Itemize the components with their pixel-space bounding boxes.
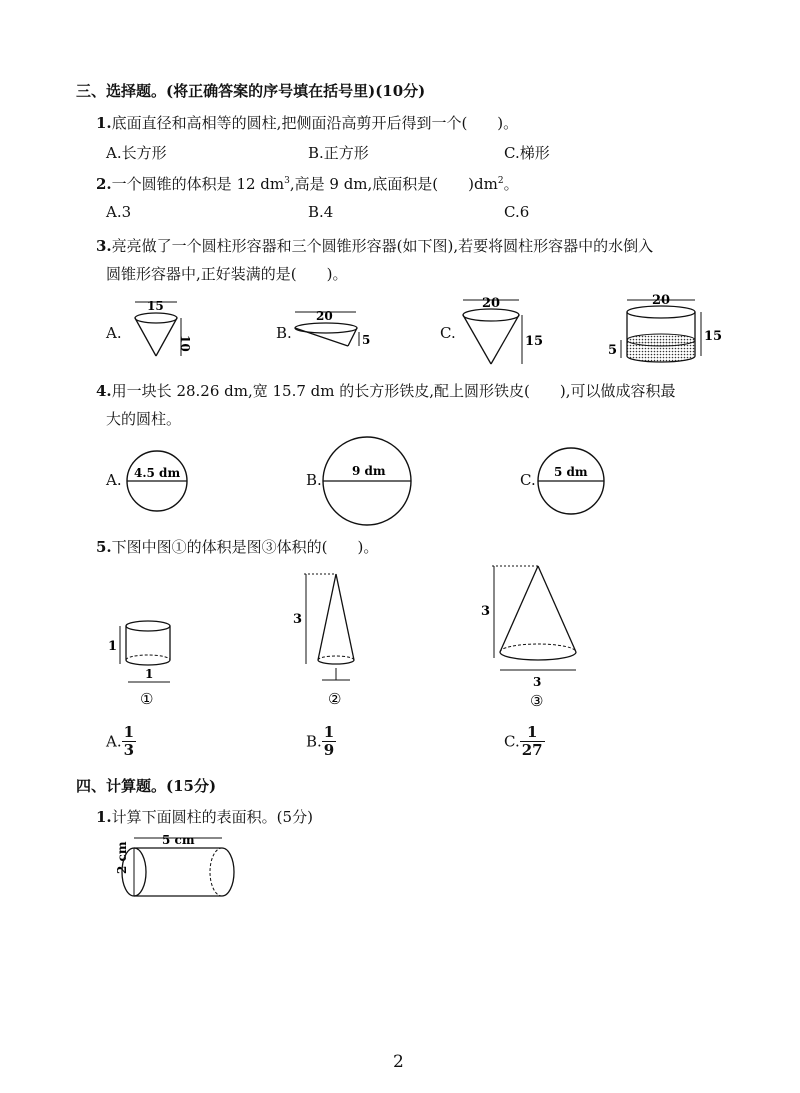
q5-figure-1-cylinder — [104, 618, 184, 710]
fig3-width-label: 3 — [533, 675, 542, 689]
fig3-side-left — [500, 566, 538, 652]
question-1 — [96, 112, 518, 133]
calc-question-1-text: 计算下面圆柱的表面积。(5分) — [111, 808, 313, 826]
question-2 — [96, 173, 519, 194]
q2-option-a: A.3 — [106, 203, 132, 221]
q5-figure-3-cone — [478, 560, 590, 710]
cone-b-height-label: 5 — [362, 333, 371, 347]
q2-option-c: C.6 — [504, 203, 530, 221]
cone-a-top-label: 15 — [147, 299, 164, 313]
page-number: 2 — [393, 1052, 404, 1072]
calc-cylinder-figure — [104, 832, 244, 902]
question-1-number: 1. — [96, 114, 112, 132]
q5-option-c-label: C. — [504, 732, 520, 751]
q4-circle-c — [536, 446, 608, 518]
q4-circle-a — [124, 450, 194, 514]
cylinder-water-surface — [627, 334, 695, 346]
question-5 — [96, 536, 378, 557]
fig3-marker: ③ — [530, 692, 544, 710]
q4-circle-b — [322, 436, 414, 528]
question-3-line-1 — [96, 235, 653, 256]
q5-option-c-denominator: 27 — [521, 741, 543, 759]
cone-c-top-label: 20 — [482, 296, 501, 311]
q4-option-b-label: B. — [306, 471, 322, 489]
cone-a-side-right — [156, 318, 177, 356]
fig1-bottom-back — [126, 655, 170, 660]
q3-cone-b-figure — [290, 308, 380, 353]
fig1-marker: ① — [140, 690, 154, 708]
fig2-marker: ② — [328, 690, 342, 708]
fig2-side-left — [318, 574, 336, 660]
fig2-base-back — [318, 656, 354, 660]
question-3-number: 3. — [96, 237, 112, 255]
question-3-text-1: 亮亮做了一个圆柱形容器和三个圆锥形容器(如下图),若要将圆柱形容器中的水倒入 — [111, 237, 654, 255]
q5-option-c-fraction — [520, 724, 545, 759]
fig3-side-right — [538, 566, 576, 652]
cone-c-side-left — [463, 315, 491, 364]
q5-option-a-denominator: 3 — [123, 741, 135, 759]
question-2-sup-a: 3 — [284, 176, 290, 186]
question-5-number: 5. — [96, 538, 112, 556]
q2-option-b: B.4 — [308, 203, 334, 221]
q5-option-b — [306, 724, 336, 759]
fig3-height-label: 3 — [481, 604, 491, 619]
q3-cone-a-figure — [125, 298, 205, 368]
question-5-text: 下图中图①的体积是图③体积的( )。 — [111, 538, 379, 556]
calc-question-1-number: 1. — [96, 808, 112, 826]
fig2-base-front — [318, 660, 354, 664]
calc-diameter-label: 2 cm — [115, 841, 129, 874]
q5-option-b-fraction — [322, 724, 336, 759]
cone-b-top-label: 20 — [316, 309, 333, 323]
q4-option-c-label: C. — [520, 471, 536, 489]
question-2-sup-b: 2 — [497, 176, 504, 186]
cone-a-height-label: 10 — [178, 335, 192, 352]
q3-option-c-label: C. — [440, 324, 456, 342]
calc-cylinder-right-back — [210, 848, 222, 896]
question-4-text-1: 用一块长 28.26 dm,宽 15.7 dm 的长方形铁皮,配上圆形铁皮( ),可以做成容积最 — [111, 382, 676, 400]
calc-cylinder-right-front — [222, 848, 234, 896]
q5-option-b-label: B. — [306, 732, 322, 751]
calc-length-label: 5 cm — [162, 833, 195, 847]
circle-b-size: 9 dm — [352, 464, 386, 478]
q1-option-a: A.长方形 — [106, 144, 167, 162]
question-2-text-c: 。 — [503, 175, 519, 193]
q5-option-c — [504, 724, 545, 759]
question-2-text-b: ,高是 9 dm,底面积是( )dm — [289, 175, 498, 193]
fig1-height-label: 1 — [108, 639, 118, 654]
question-2-text-a: 一个圆锥的体积是 12 dm — [111, 175, 285, 193]
question-3-line-2: 圆锥形容器中,正好装满的是( )。 — [106, 265, 348, 283]
q3-option-b-label: B. — [276, 324, 292, 342]
q1-option-b: B.正方形 — [308, 144, 369, 162]
q5-option-a-fraction — [122, 724, 136, 759]
calc-question-1 — [96, 806, 313, 827]
q5-option-a-label: A. — [106, 732, 122, 751]
fig1-bottom-front — [126, 660, 170, 665]
q5-option-c-numerator: 1 — [520, 724, 545, 742]
q5-option-a-numerator: 1 — [123, 723, 135, 741]
question-4-line-1 — [96, 380, 676, 401]
question-4-line-2: 大的圆柱。 — [106, 410, 182, 428]
cone-a-base — [135, 313, 177, 323]
cylinder-bottom-ellipse — [627, 356, 695, 362]
cone-b-side-left — [295, 328, 348, 346]
q1-option-c: C.梯形 — [504, 144, 550, 162]
circle-c-size: 5 dm — [554, 465, 588, 479]
fig3-base-back — [500, 644, 576, 652]
cylinder-top-label: 20 — [652, 293, 671, 308]
cone-c-side-right — [491, 315, 519, 364]
cone-c-height-label: 15 — [525, 334, 544, 349]
cylinder-water-height-label: 5 — [608, 343, 618, 358]
section-3-title: 三、选择题。(将正确答案的序号填在括号里)(10分) — [76, 82, 426, 100]
section-4-title: 四、计算题。(15分) — [76, 777, 217, 795]
cylinder-height-label: 15 — [704, 329, 723, 344]
circle-a-size: 4.5 dm — [134, 466, 181, 480]
fig2-height-label: 3 — [293, 612, 303, 627]
q3-cylinder-figure — [605, 290, 723, 370]
question-1-text: 底面直径和高相等的圆柱,把侧面沿高剪开后得到一个( )。 — [111, 114, 519, 132]
q5-option-b-numerator: 1 — [323, 723, 335, 741]
fig1-top — [126, 621, 170, 631]
q5-option-a — [106, 724, 136, 759]
q5-figure-2-cone — [290, 568, 370, 710]
question-4-number: 4. — [96, 382, 112, 400]
question-2-number: 2. — [96, 175, 112, 193]
q5-option-b-denominator: 9 — [323, 741, 335, 759]
q4-option-a-label: A. — [106, 471, 122, 489]
q3-option-a-label: A. — [106, 324, 122, 342]
cone-a-side-left — [135, 318, 156, 356]
fig2-side-right — [336, 574, 354, 660]
q3-cone-c-figure — [455, 290, 545, 370]
fig1-width-label: 1 — [145, 667, 154, 681]
fig3-base-front — [500, 652, 576, 660]
